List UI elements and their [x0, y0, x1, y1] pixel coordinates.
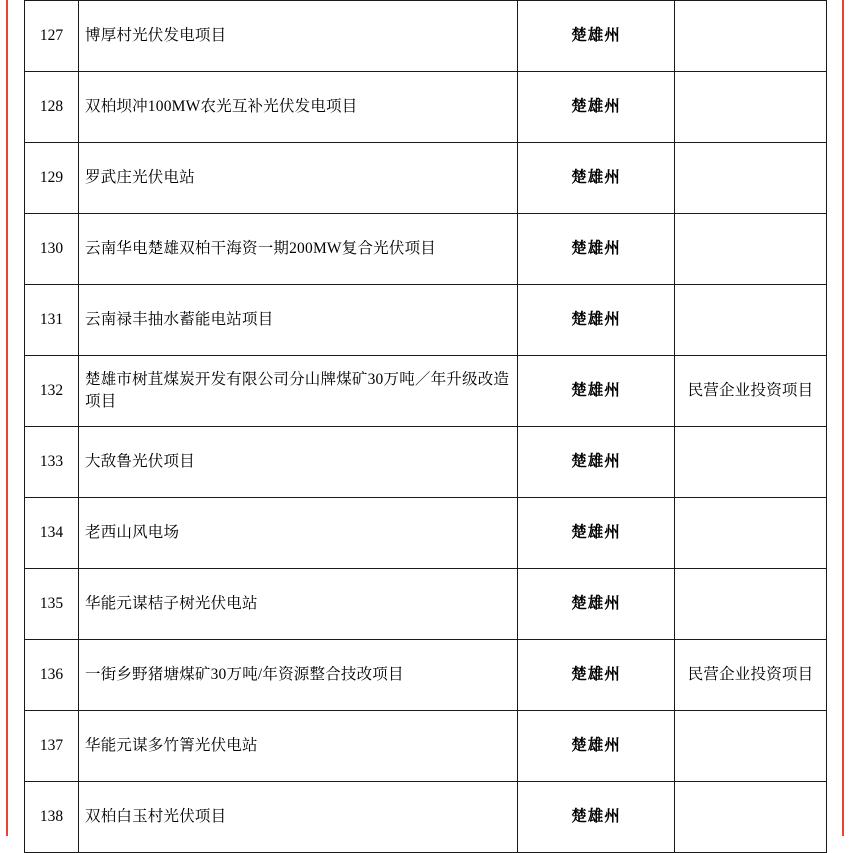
- cell-project-name: 罗武庄光伏电站: [79, 143, 518, 214]
- cell-prefecture: 楚雄州: [518, 143, 675, 214]
- cell-remark: [675, 569, 827, 640]
- cell-prefecture: 楚雄州: [518, 711, 675, 782]
- page-frame-left-rule: [6, 0, 8, 836]
- cell-prefecture: 楚雄州: [518, 640, 675, 711]
- project-table-body: [25, 1, 827, 853]
- cell-prefecture: 楚雄州: [518, 569, 675, 640]
- cell-prefecture: 楚雄州: [518, 1, 675, 72]
- cell-serial-number: 136: [25, 640, 79, 711]
- table-row: [25, 356, 827, 427]
- table-row: [25, 143, 827, 214]
- cell-project-name: 华能元谋桔子树光伏电站: [79, 569, 518, 640]
- cell-project-name: 云南禄丰抽水蓄能电站项目: [79, 285, 518, 356]
- cell-remark: [675, 498, 827, 569]
- cell-project-name: 博厚村光伏发电项目: [79, 1, 518, 72]
- cell-serial-number: 128: [25, 72, 79, 143]
- cell-prefecture: 楚雄州: [518, 427, 675, 498]
- cell-serial-number: 135: [25, 569, 79, 640]
- table-row: [25, 72, 827, 143]
- cell-project-name: 双柏坝冲100MW农光互补光伏发电项目: [79, 72, 518, 143]
- cell-remark: [675, 782, 827, 853]
- cell-project-name: 华能元谋多竹箐光伏电站: [79, 711, 518, 782]
- cell-serial-number: 133: [25, 427, 79, 498]
- table-row: [25, 640, 827, 711]
- table-row: [25, 285, 827, 356]
- table-row: [25, 427, 827, 498]
- cell-prefecture: 楚雄州: [518, 285, 675, 356]
- table-row: [25, 711, 827, 782]
- cell-prefecture: 楚雄州: [518, 782, 675, 853]
- cell-serial-number: 127: [25, 1, 79, 72]
- cell-project-name: 老西山风电场: [79, 498, 518, 569]
- page-frame-right-rule: [842, 0, 844, 836]
- cell-remark: [675, 1, 827, 72]
- cell-remark: [675, 72, 827, 143]
- cell-remark: [675, 427, 827, 498]
- cell-project-name: 一街乡野猪塘煤矿30万吨/年资源整合技改项目: [79, 640, 518, 711]
- cell-remark: [675, 711, 827, 782]
- cell-serial-number: 131: [25, 285, 79, 356]
- cell-project-name: 大敌鲁光伏项目: [79, 427, 518, 498]
- project-table: [24, 0, 827, 853]
- cell-remark: 民营企业投资项目: [675, 640, 827, 711]
- cell-project-name: 云南华电楚雄双柏干海资一期200MW复合光伏项目: [79, 214, 518, 285]
- cell-remark: [675, 285, 827, 356]
- cell-serial-number: 138: [25, 782, 79, 853]
- cell-prefecture: 楚雄州: [518, 72, 675, 143]
- cell-serial-number: 134: [25, 498, 79, 569]
- cell-prefecture: 楚雄州: [518, 356, 675, 427]
- cell-serial-number: 129: [25, 143, 79, 214]
- cell-project-name: 楚雄市树苴煤炭开发有限公司分山牌煤矿30万吨／年升级改造项目: [79, 356, 518, 427]
- cell-serial-number: 137: [25, 711, 79, 782]
- cell-remark: 民营企业投资项目: [675, 356, 827, 427]
- cell-prefecture: 楚雄州: [518, 498, 675, 569]
- cell-prefecture: 楚雄州: [518, 214, 675, 285]
- table-row: [25, 782, 827, 853]
- cell-remark: [675, 143, 827, 214]
- table-row: [25, 1, 827, 72]
- project-table-container: [24, 0, 826, 853]
- table-row: [25, 569, 827, 640]
- cell-serial-number: 132: [25, 356, 79, 427]
- cell-project-name: 双柏白玉村光伏项目: [79, 782, 518, 853]
- cell-remark: [675, 214, 827, 285]
- table-row: [25, 498, 827, 569]
- table-row: [25, 214, 827, 285]
- cell-serial-number: 130: [25, 214, 79, 285]
